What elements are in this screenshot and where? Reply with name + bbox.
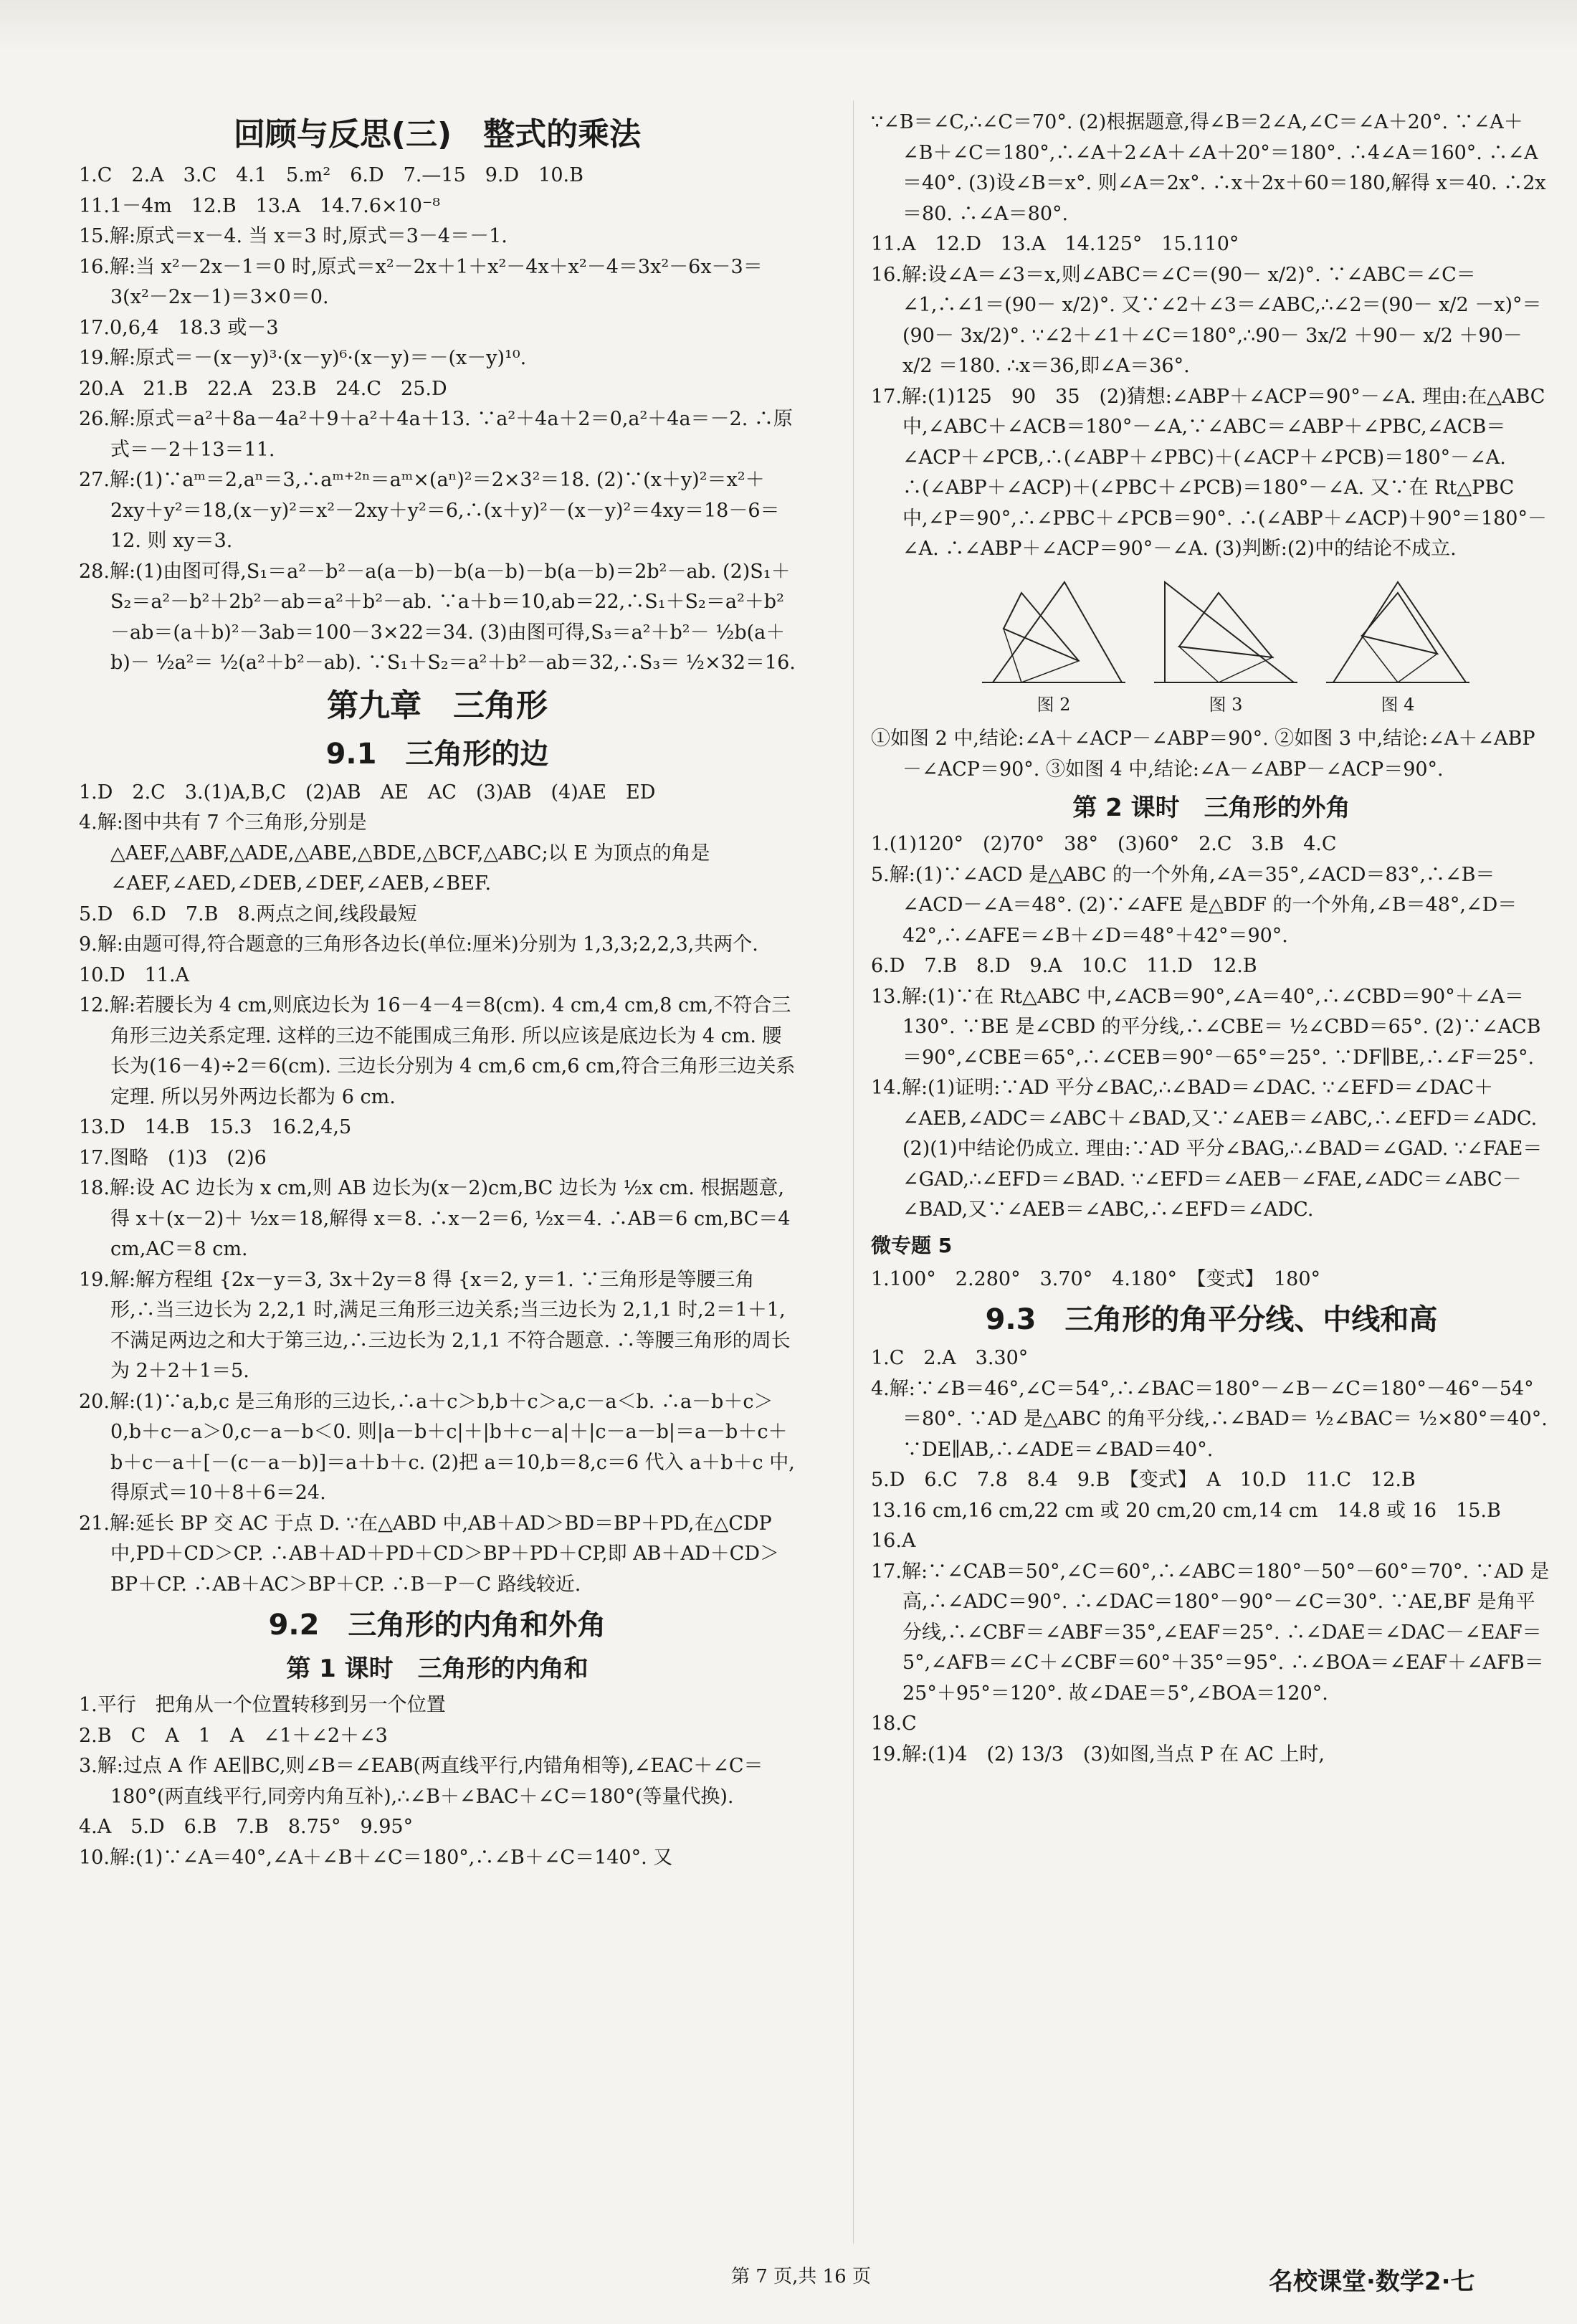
answer-line: ∵∠B＝∠C,∴∠C＝70°. (2)根据题意,得∠B＝2∠A,∠C＝∠A＋20°. ∵∠A＋∠B＋∠C＝180°,∴∠A＋2∠A＋∠A＋20°＝180°. ∴4∠A＝160°. ∴∠A＝40°. (3)设∠B＝x°. 则∠A＝2x°. ∴x＋2x＋60＝180,解得 x＝40. ∴2x＝80. ∴∠A＝80°. [871, 111, 1546, 225]
page-footer [0, 2262, 1577, 2297]
answer-line: 10.解:(1)∵∠A＝40°,∠A＋∠B＋∠C＝180°,∴∠B＋∠C＝140°. 又 [79, 1846, 673, 1869]
answer-block-9-1 [79, 778, 796, 1601]
answer-line: 5.D 6.C 7.8 8.4 9.B 【变式】 A 10.D 11.C 12.B [871, 1469, 1416, 1491]
answer-line: 17.解:∵∠CAB＝50°,∠C＝60°,∴∠ABC＝180°－50°－60°＝70°. ∵AD 是高,∴∠ADC＝90°. ∴∠DAC＝180°－90°－∠C＝30°. ∵AE,BF 是角平分线,∴∠CBF＝∠ABF＝35°,∠EAF＝25°. ∴∠DAE＝∠DAC－∠EAF＝5°,∠AFB＝∠C＋∠CBF＝60°＋35°＝95°. ∴∠BOA＝∠EAF＋∠AFB＝25°＋95°＝120°. 故∠DAE＝5°,∠BOA＝120°. [871, 1560, 1550, 1705]
answer-line: 18.解:设 AC 边长为 x cm,则 AB 边长为(x－2)cm,BC 边长为 ½x cm. 根据题意,得 x＋(x－2)＋ ½x＝18,解得 x＝8. ∴x－2＝6, ½x＝4. ∴AB＝6 cm,BC＝4 cm,AC＝8 cm. [79, 1177, 791, 1260]
answer-line: 13.D 14.B 15.3 16.2,4,5 [79, 1116, 352, 1138]
answer-line: 13.解:(1)∵在 Rt△ABC 中,∠ACB＝90°,∠A＝40°,∴∠CBD＝90°＋∠A＝130°. ∵BE 是∠CBD 的平分线,∴∠CBE＝ ½∠CBD＝65°. (2)∵∠ACB＝90°,∠CBE＝65°,∴∠CEB＝90°－65°＝25°. ∵DF∥BE,∴∠F＝25°. [871, 985, 1541, 1069]
answer-line: 6.D 7.B 8.D 9.A 10.C 11.D 12.B [871, 955, 1257, 977]
answer-line: 16.解:设∠A＝∠3＝x,则∠ABC＝∠C＝(90－ x/2)°. ∵∠ABC＝∠C＝∠1,∴∠1＝(90－ x/2)°. 又∵∠2＋∠3＝∠ABC,∴∠2＝(90－ x/2 －x)°＝(90－ 3x/2)°. ∵∠2＋∠1＋∠C＝180°,∴90－ 3x/2 ＋90－ x/2 ＋90－ x/2 ＝180. ∴x＝36,即∠A＝36°. [871, 263, 1542, 377]
answer-block-micro-topic [871, 1265, 1552, 1295]
section-title-9-1: 9.1 三角形的边 [325, 737, 549, 771]
answer-block-9-3 [871, 1343, 1552, 1770]
answer-line: 14.解:(1)证明:∵AD 平分∠BAC,∴∠BAD＝∠DAC. ∵∠EFD＝∠DAC＋∠AEB,∠ADC＝∠ABC＋∠BAD,又∵∠AEB＝∠ABC,∴∠EFD＝∠ADC. (2)(1)中结论仍成立. 理由:∵AD 平分∠BAG,∴∠BAD＝∠GAD. ∵∠FAE＝∠GAD,∴∠EFD＝∠BAD. ∵∠EFD＝∠AEB－∠FAE,∠ADC＝∠ABC－∠BAD,又∵∠AEB＝∠ABC,∴∠EFD＝∠ADC. [871, 1077, 1543, 1221]
figure-caption: 图 3 [1209, 694, 1243, 715]
answer-line: 21.解:延长 BP 交 AC 于点 D. ∵在△ABD 中,AB＋AD＞BD＝BP＋PD,在△CDP 中,PD＋CD＞CP. ∴AB＋AD＋PD＋CD＞BP＋PD＋CP,即 AB＋AD＋CD＞BP＋CP. ∴AB＋AC＞BP＋CP. ∴B－P－C 路线较近. [79, 1512, 779, 1596]
answer-line: 19.解:原式＝－(x－y)³·(x－y)⁶·(x－y)＝－(x－y)¹⁰. [79, 347, 527, 369]
answer-block-continued [871, 108, 1552, 565]
answer-line: 17.图略 (1)3 (2)6 [79, 1146, 267, 1169]
page-number: 第 7 页,共 16 页 [731, 2266, 871, 2287]
triangle-diagram-2 [978, 575, 1129, 690]
answer-line: 1.C 2.A 3.C 4.1 5.m² 6.D 7.—15 9.D 10.B [79, 164, 583, 186]
answer-line: 4.A 5.D 6.B 7.B 8.75° 9.95° [79, 1816, 414, 1838]
answer-line: 12.解:若腰长为 4 cm,则底边长为 16－4－4＝8(cm). 4 cm,4 cm,8 cm,不符合三角形三边关系定理. 这样的三边不能围成三角形. 所以应该是底边长为 4 cm. 腰长为(16－4)÷2＝6(cm). 三边长分别为 4 cm,6 cm,6 cm,符合三角形三边关系定理. 所以另外两边长都为 6 cm. [79, 994, 796, 1108]
figure-row [900, 575, 1552, 720]
section-title-9-3: 9.3 三角形的角平分线、中线和高 [985, 1303, 1438, 1336]
section-title-9-2: 9.2 三角形的内角和外角 [268, 1609, 606, 1642]
answer-line: 2.B C A 1 A ∠1＋∠2＋∠3 [79, 1724, 388, 1747]
answer-line: 15.解:原式＝x－4. 当 x＝3 时,原式＝3－4＝－1. [79, 225, 508, 247]
triangle-diagram-4 [1323, 575, 1473, 690]
left-column [79, 108, 796, 1873]
figure-3 [1150, 575, 1301, 720]
micro-topic-title: 微专题 5 [871, 1233, 953, 1257]
answer-line: 10.D 11.A [79, 963, 190, 986]
scan-top-edge [0, 0, 1577, 50]
answer-block-lesson-1 [79, 1690, 796, 1873]
answer-line: 1.(1)120° (2)70° 38° (3)60° 2.C 3.B 4.C [871, 833, 1337, 855]
answer-line: ①如图 2 中,结论:∠A＋∠ACP－∠ABP＝90°. ②如图 3 中,结论:∠A＋∠ABP－∠ACP＝90°. ③如图 4 中,结论:∠A－∠ABP－∠ACP＝90°. [871, 728, 1535, 781]
answer-line: 19.解:(1)4 (2) 13/3 (3)如图,当点 P 在 AC 上时, [871, 1743, 1325, 1766]
lesson-title-2: 第 2 课时 三角形的外角 [1072, 794, 1350, 822]
answer-line: 4.解:∵∠B＝46°,∠C＝54°,∴∠BAC＝180°－∠B－∠C＝180°－46°－54°＝80°. ∵AD 是△ABC 的角平分线,∴∠BAD＝ ½∠BAC＝ ½×80°＝40°. ∵DE∥AB,∴∠ADE＝∠BAD＝40°. [871, 1377, 1548, 1461]
answer-line: 11.A 12.D 13.A 14.125° 15.110° [871, 233, 1239, 255]
answer-line: 27.解:(1)∵aᵐ＝2,aⁿ＝3,∴aᵐ⁺²ⁿ＝aᵐ×(aⁿ)²＝2×3²＝18. (2)∵(x＋y)²＝x²＋2xy＋y²＝18,(x－y)²＝x²－2xy＋y²＝6,∴(x＋y)²－(x－y)²＝4xy＝18－6＝12. 则 xy＝3. [79, 469, 780, 552]
answer-line: 1.D 2.C 3.(1)A,B,C (2)AB AE AC (3)AB (4)AE ED [79, 781, 656, 804]
answer-line: 5.解:(1)∵∠ACD 是△ABC 的一个外角,∠A＝35°,∠ACD＝83°,∴∠B＝∠ACD－∠A＝48°. (2)∵∠AFE 是△BDF 的一个外角,∠B＝48°,∠D＝42°,∴∠AFE＝∠B＋∠D＝48°＋42°＝90°. [871, 863, 1518, 947]
answer-line: 17.0,6,4 18.3 或－3 [79, 316, 279, 339]
answer-line: 1.平行 把角从一个位置转移到另一个位置 [79, 1694, 446, 1716]
answer-line: 11.1－4m 12.B 13.A 14.7.6×10⁻⁸ [79, 194, 441, 217]
answer-line: 16.解:当 x²－2x－1＝0 时,原式＝x²－2x＋1＋x²－4x＋x²－4＝3x²－6x－3＝3(x²－2x－1)＝3×0＝0. [79, 255, 763, 308]
figure-2 [978, 575, 1129, 720]
section-title-review: 回顾与反思(三) 整式的乘法 [233, 116, 642, 153]
answer-line: 9.解:由题可得,符合题意的三角形各边长(单位:厘米)分别为 1,3,3;2,2,3,共两个. [79, 933, 758, 956]
answer-line: 28.解:(1)由图可得,S₁＝a²－b²－a(a－b)－b(a－b)－b(a－b)＝2b²－ab. (2)S₁＋S₂＝a²－b²＋2b²－ab＝a²＋b²－ab. ∵a＋b＝10,ab＝22,∴S₁＋S₂＝a²＋b²－ab＝(a＋b)²－3ab＝100－3×22＝34. (3)由图可得,S₃＝a²＋b²－ ½b(a＋b)－ ½a²＝ ½(a²＋b²－ab). ∵S₁＋S₂＝a²＋b²－ab＝32,∴S₃＝ ½×32＝16. [79, 560, 796, 674]
answer-line: 16.A [871, 1530, 916, 1552]
answer-line: 3.解:过点 A 作 AE∥BC,则∠B＝∠EAB(两直线平行,内错角相等),∠EAC＋∠C＝180°(两直线平行,同旁内角互补),∴∠B＋∠BAC＋∠C＝180°(等量代换). [79, 1755, 763, 1808]
figure-caption: 图 2 [1037, 694, 1071, 715]
answer-line: 26.解:原式＝a²＋8a－4a²＋9＋a²＋4a＋13. ∵a²＋4a＋2＝0,a²＋4a＝－2. ∴原式＝－2＋13＝11. [79, 408, 793, 461]
column-divider [853, 100, 854, 2244]
answer-line: 17.解:(1)125 90 35 (2)猜想:∠ABP＋∠ACP＝90°－∠A. 理由:在△ABC 中,∠ABC＋∠ACB＝180°－∠A,∵∠ABC＝∠ABP＋∠PBC,∠ACB＝∠ACP＋∠PCB,∴(∠ABP＋∠PBC)＋(∠ACP＋∠PCB)＝180°－∠A. ∴(∠ABP＋∠ACP)＋(∠PBC＋∠PCB)＝180°－∠A. 又∵在 Rt△PBC 中,∠P＝90°,∴∠PBC＋∠PCB＝90°. ∴(∠ABP＋∠ACP)＋90°＝180°－∠A. ∴∠ABP＋∠ACP＝90°－∠A. (3)判断:(2)中的结论不成立. [871, 385, 1547, 560]
answer-block-lesson-2 [871, 829, 1552, 1226]
answer-line: 5.D 6.D 7.B 8.两点之间,线段最短 [79, 903, 417, 925]
answer-line: 1.100° 2.280° 3.70° 4.180° 【变式】 180° [871, 1267, 1321, 1290]
answer-line: 13.16 cm,16 cm,22 cm 或 20 cm,20 cm,14 cm 14.8 或 16 15.B [871, 1499, 1501, 1522]
book-brand: 名校课堂·数学2·七 [1269, 2267, 1475, 2296]
figure-4 [1323, 575, 1473, 720]
answer-line: 1.C 2.A 3.30° [871, 1347, 1029, 1369]
answer-line: 4.解:图中共有 7 个三角形,分别是△AEF,△ABF,△ADE,△ABE,△BDE,△BCF,△ABC;以 E 为顶点的角是∠AEF,∠AED,∠DEB,∠DEF,∠AEB,∠BEF. [79, 811, 710, 895]
chapter-title: 第九章 三角形 [327, 687, 548, 724]
triangle-diagram-3 [1150, 575, 1301, 690]
lesson-title-1: 第 1 课时 三角形的内角和 [286, 1654, 589, 1683]
answer-line: 18.C [871, 1713, 917, 1735]
answer-line: 19.解:解方程组 {2x－y＝3, 3x＋2y＝8 得 {x＝2, y＝1. ∵三角形是等腰三角形,∴当三边长为 2,2,1 时,满足三角形三边关系;当三边长为 2,1,1 时,2＝1＋1,不满足两边之和大于第三边,∴三边长为 2,1,1 不符合题意. ∴等腰三角形的周长为 2＋2＋1＝5. [79, 1268, 791, 1382]
answer-block-figure-conclusions [871, 724, 1552, 785]
answer-line: 20.解:(1)∵a,b,c 是三角形的三边长,∴a＋c＞b,b＋c＞a,c－a＜b. ∴a－b＋c＞0,b＋c－a＞0,c－a－b＜0. 则|a－b＋c|＋|b＋c－a|＋|c－a－b|＝a－b＋c＋b＋c－a＋[－(c－a－b)]＝a＋b＋c. (2)把 a＝10,b＝8,c＝6 代入 a＋b＋c 中,得原式＝10＋8＋6＝24. [79, 1390, 795, 1504]
answer-line: 20.A 21.B 22.A 23.B 24.C 25.D [79, 377, 447, 400]
answer-block-review [79, 161, 796, 679]
right-column [871, 108, 1552, 1770]
figure-caption: 图 4 [1381, 694, 1415, 715]
